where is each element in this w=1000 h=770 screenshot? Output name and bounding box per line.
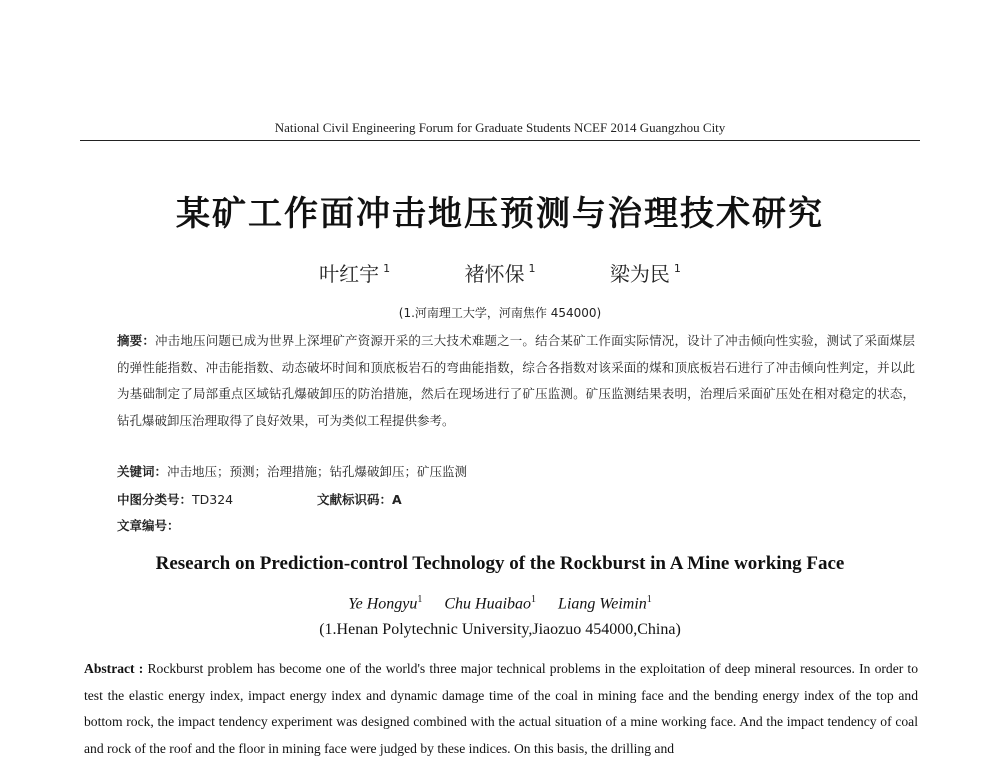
author-name: Ye Hongyu xyxy=(348,595,418,613)
author-name: 梁为民 xyxy=(609,262,670,286)
author-name: 褚怀保 xyxy=(464,262,525,286)
english-title: Research on Prediction-control Technology of the Rockburst in A Mine working Face xyxy=(155,553,845,574)
author-affil-marker: 1 xyxy=(528,262,536,275)
keywords-text: 冲击地压；预测；治理措施；钻孔爆破卸压；矿压监测 xyxy=(167,464,468,479)
doc-id-value: A xyxy=(392,492,402,507)
classification-line xyxy=(117,490,915,508)
author-name: 叶红宇 xyxy=(319,262,380,286)
author-affil-marker: 1 xyxy=(673,262,681,275)
chinese-authors xyxy=(0,258,1000,287)
running-header: National Civil Engineering Forum for Graduate Students NCEF 2014 Guangzhou City xyxy=(274,120,726,135)
english-abstract xyxy=(84,656,918,762)
chinese-author xyxy=(319,258,390,287)
chinese-keywords xyxy=(117,462,915,480)
chinese-author xyxy=(610,258,681,287)
chinese-author xyxy=(465,258,536,287)
english-author xyxy=(348,594,422,613)
classification-label: 中图分类号： xyxy=(117,492,193,507)
author-affil-marker: 1 xyxy=(383,262,391,275)
english-affiliation: (1.Henan Polytechnic University,Jiaozuo 454000,China) xyxy=(319,621,681,638)
abstract-label: Abstract : xyxy=(84,661,144,676)
author-affil-marker: 1 xyxy=(417,594,423,605)
article-number-label: 文章编号： xyxy=(117,518,180,533)
keywords-label: 关键词： xyxy=(117,464,168,479)
abstract-text: Rockburst problem has become one of the world's three major technical problems in the exploitation of deep mineral resources. In order to test the elastic energy index, impact energy index and dynamic damage time of the coal in mining face and the bending energy index of the top and bottom rock, the impact tendency experiment was designed combined with the actual situation of a mine working face. And the impact tendency of coal and rock of the roof and the floor in mining face were judged by these indices. On this basis, the drilling and xyxy=(84,661,918,756)
english-author xyxy=(558,594,652,613)
english-authors xyxy=(0,594,1000,613)
document-id xyxy=(317,490,402,508)
chinese-title: 某矿工作面冲击地压预测与治理技术研究 xyxy=(176,194,824,234)
chinese-abstract xyxy=(117,328,915,434)
author-name: Chu Huaibao xyxy=(444,595,532,613)
chinese-affiliation: (1.河南理工大学，河南焦作 454000) xyxy=(398,306,602,320)
header-rule xyxy=(80,140,920,141)
abstract-text: 冲击地压问题已成为世界上深埋矿产资源开采的三大技术难题之一。结合某矿工作面实际情况，设计了冲击倾向性实验，测试了采面煤层的弹性能指数、冲击能指数、动态破坏时间和顶底板岩石的弯曲能指数，综合各指数对该采面的煤和顶底板岩石进行了冲击倾向性判定，并以此为基础制定了局部重点区域钻孔爆破卸压的防治措施，然后在现场进行了矿压监测。矿压监测结果表明，治理后采面矿压处在相对稳定的状态，钻孔爆破卸压治理取得了良好效果，可为类似工程提供参考。 xyxy=(117,333,915,428)
article-number-line xyxy=(117,516,915,534)
classification-value: TD324 xyxy=(192,492,234,507)
author-affil-marker: 1 xyxy=(531,594,537,605)
author-affil-marker: 1 xyxy=(646,594,652,605)
author-name: Liang Weimin xyxy=(558,595,647,613)
doc-id-label: 文献标识码： xyxy=(317,492,393,507)
abstract-label: 摘要： xyxy=(117,333,156,348)
english-author xyxy=(444,594,536,613)
